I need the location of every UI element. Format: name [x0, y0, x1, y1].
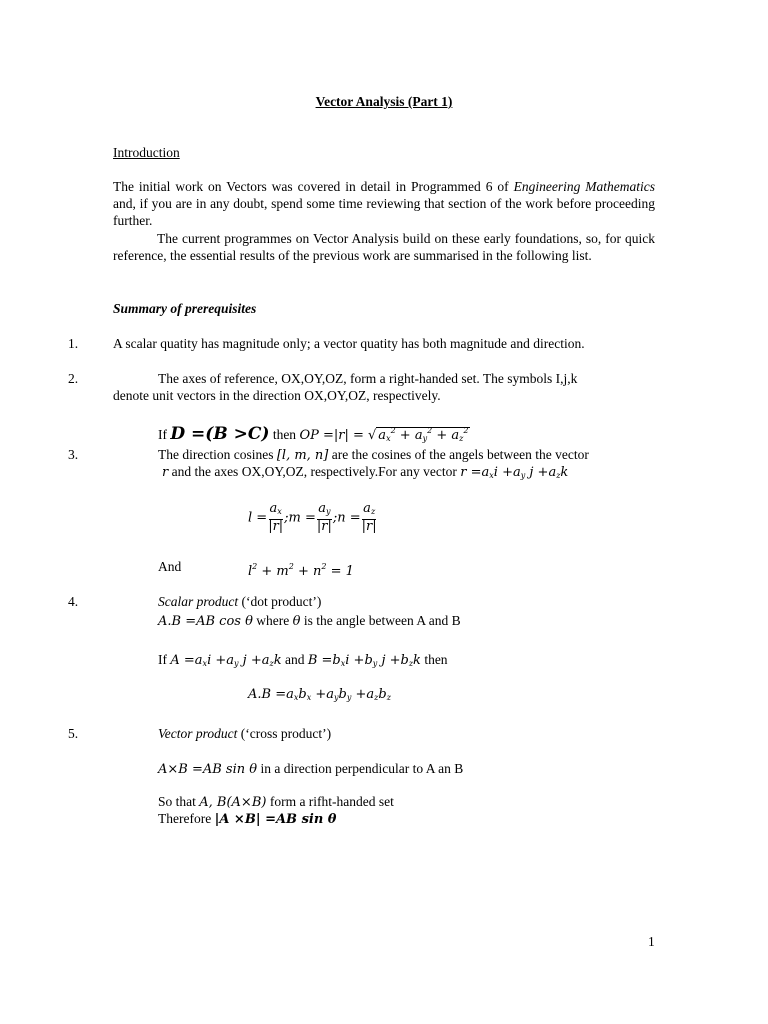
item-1-number: 1.: [68, 336, 79, 351]
so-that-rest: form a rifht-handed set: [266, 794, 394, 809]
magnitude-formula: OP =|r| = √ $a_x^2 + a_y^2 + a_z^2$: [299, 426, 469, 443]
intro-p2-text: The current programmes on Vector Analysis build on these early foundations, so, for quick reference, the essential results of the previous work are summarised in the following list.: [113, 231, 655, 263]
item-3-text-a: The direction cosines: [158, 447, 277, 462]
then-label: then: [272, 427, 300, 442]
dot-product-line: [158, 612, 461, 630]
vector-r-symbol: r: [162, 465, 169, 480]
scalar-product-label: Scalar product: [158, 594, 239, 609]
item-3-number: 3.: [68, 447, 79, 462]
item-2-line-1: The axes of reference, OX,OY,OZ, form a right-handed set. The symbols I,j,k: [158, 371, 578, 386]
cosine-identity: $l^2 + m^2 + n^2 = 1$: [248, 562, 354, 579]
item-4-heading: [158, 593, 321, 610]
item-3-text-c: and the axes OX,OY,OZ, respectively.For any vector: [168, 464, 461, 479]
intro-heading: Introduction: [113, 145, 180, 160]
intro-paragraph-2: [113, 230, 655, 264]
item-2-number: 2.: [68, 371, 79, 386]
if-then-line: [158, 422, 470, 447]
item-5-number: 5.: [68, 726, 79, 741]
and-label: And: [158, 559, 182, 574]
component-line: [158, 651, 448, 672]
page-title: Vector Analysis (Part 1): [315, 94, 453, 109]
vector-A-formula: $A =a_xi +a_y$ $j +a_zk$: [170, 653, 282, 668]
theta-symbol: θ: [292, 614, 301, 629]
if-label: If: [158, 427, 171, 442]
item-3-line-1: [158, 446, 589, 464]
vector-product-label: Vector product: [158, 726, 238, 741]
item-2-line-2: denote unit vectors in the direction OX,OY,OZ, respectively.: [113, 388, 441, 403]
if-label-4: If: [158, 652, 171, 667]
intro-paragraph-1: [113, 178, 655, 229]
cross-magnitude-formula: |A ×B| =AB sin θ: [214, 812, 337, 827]
summary-heading: Summary of prerequisites: [113, 301, 257, 316]
where-text: where: [252, 613, 293, 628]
direction-text: in a direction perpendicular to A an B: [257, 761, 464, 776]
item-1-text: A scalar quatity has magnitude only; a vector quatity has both magnitude and direction.: [113, 336, 585, 351]
cross-product-formula: A×B =AB sin θ: [158, 762, 258, 777]
item-4-number: 4.: [68, 594, 79, 609]
vector-r-formula: $r =a_xi +a_y$ $j +a_zk$: [460, 465, 569, 480]
therefore-label: Therefore: [158, 811, 215, 826]
then-text-4: then: [420, 652, 448, 667]
dot-product-components: $A.B =a_xb_x +a_yb_y +a_zb_z$: [248, 687, 391, 702]
so-that-label: So that: [158, 794, 200, 809]
book-title: Engineering Mathematics: [513, 179, 656, 194]
vector-product-note: (‘cross product’): [237, 726, 332, 741]
item-3-line-2: [162, 463, 568, 484]
and-text-4: and: [281, 652, 308, 667]
cross-product-line: [158, 760, 463, 778]
vector-D-expression: D =(B >C): [170, 424, 270, 444]
direction-cosine-formula: l = $\frac{a_x}{|r|}$ ;m = $\frac{a_y}{|r|}$ ;n = $\frac{a_z}{|r|}$: [248, 501, 377, 534]
therefore-line: [158, 810, 336, 828]
item-5-heading: [158, 725, 331, 742]
vector-B-formula: $B =b_xi +b_y$ $j +b_zk$: [307, 653, 421, 668]
intro-text-b: and, if you are in any doubt, spend some time reviewing that section of the work before proceeding further.: [113, 196, 655, 228]
dot-product-formula: A.B =AB cos θ: [158, 614, 253, 629]
intro-text-a: The initial work on Vectors was covered in detail in Programmed 6 of: [113, 179, 514, 194]
scalar-product-note: (‘dot product’): [238, 594, 322, 609]
so-that-line: [158, 793, 394, 811]
right-handed-set-formula: A, B(A×B): [199, 795, 267, 810]
angle-text: is the angle between A and B: [300, 613, 461, 628]
item-3-text-b: are the cosines of the angels between the vector: [328, 447, 589, 462]
page-number: 1: [648, 934, 655, 949]
direction-cosines-symbol: [l, m, n]: [276, 448, 329, 463]
